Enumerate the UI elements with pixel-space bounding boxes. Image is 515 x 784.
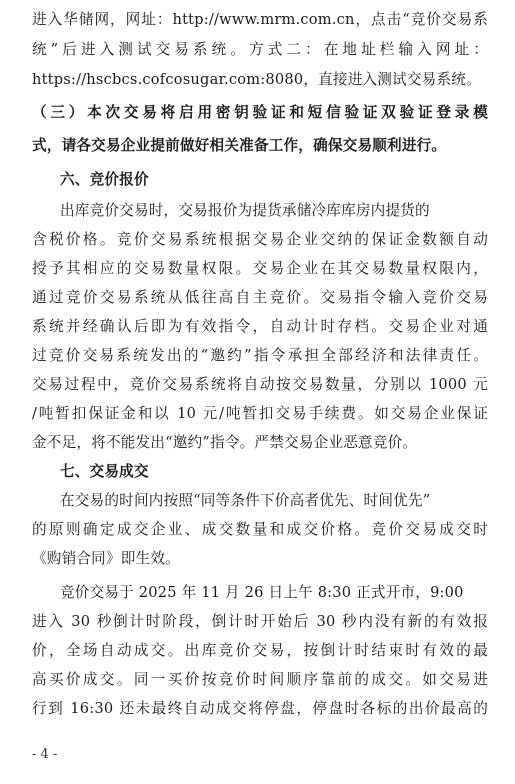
- section-heading-6: 六、竞价报价: [60, 171, 149, 188]
- paragraph-line: 价，全场自动成交。出库竞价交易，按倒计时结束时有效的最: [32, 642, 488, 659]
- paragraph-line: 的原则确定成交企业、成交数量和成交价格。竞价交易成交时: [32, 521, 488, 538]
- paragraph-line: 高买价成交。同一买价按竞价时间顺序靠前的成交。如交易进: [32, 671, 488, 688]
- paragraph-line: 授予其相应的交易数量权限。交易企业在其交易数量权限内，: [32, 260, 488, 277]
- page-number: - 4 -: [32, 747, 58, 762]
- section-heading-7: 七、交易成交: [60, 463, 149, 480]
- paragraph-line: 行到 16:30 还未最终自动成交将停盘，停盘时各标的出价最高的: [32, 700, 488, 717]
- paragraph-line: 系统并经确认后即为有效指令，自动计时存档。交易企业对通: [32, 318, 488, 335]
- paragraph-line: 在交易的时间内按照“同等条件下价高者优先、时间优先”: [60, 492, 431, 509]
- paragraph-line: 金不足，将不能发出“邀约”指令。严禁交易企业恶意竞价。: [32, 434, 418, 451]
- paragraph-line: 竞价交易于 2025 年 11 月 26 日上午 8:30 正式开市，9:00: [60, 584, 464, 601]
- paragraph-line: 统”后进入测试交易系统。方式二：在地址栏输入网址：: [32, 41, 488, 58]
- paragraph-line: 通过竞价交易系统从低往高自主竞价。交易指令输入竞价交易: [32, 289, 488, 306]
- paragraph-line: https://hscbcs.cofcosugar.com:8080，直接进入测试交易系统。: [32, 71, 481, 88]
- paragraph-line: 出库竞价交易时，交易报价为提货承储冷库库房内提货的: [60, 202, 430, 219]
- paragraph-line: /吨暂扣保证金和以 10 元/吨暂扣交易手续费。如交易企业保证: [32, 405, 488, 422]
- paragraph-line: 进入 30 秒倒计时阶段，倒计时开始后 30 秒内没有新的有效报: [32, 613, 488, 630]
- paragraph-line: 交易过程中，竞价交易系统将自动按交易数量，分别以 1000 元: [32, 376, 488, 393]
- paragraph-line: 《购销合同》即生效。: [32, 550, 180, 567]
- paragraph-line: 含税价格。竞价交易系统根据交易企业交纳的保证金数额自动: [32, 231, 488, 248]
- bold-paragraph-line: （三）本次交易将启用密钥验证和短信验证双验证登录模: [32, 104, 488, 121]
- paragraph-line: 过竞价交易系统发出的“邀约”指令承担全部经济和法律责任。: [32, 347, 488, 364]
- bold-paragraph-line: 式，请各交易企业提前做好相关准备工作，确保交易顺利进行。: [32, 137, 447, 154]
- paragraph-line: 进入华储网，网址：http://www.mrm.com.cn，点击“竞价交易系: [32, 11, 488, 28]
